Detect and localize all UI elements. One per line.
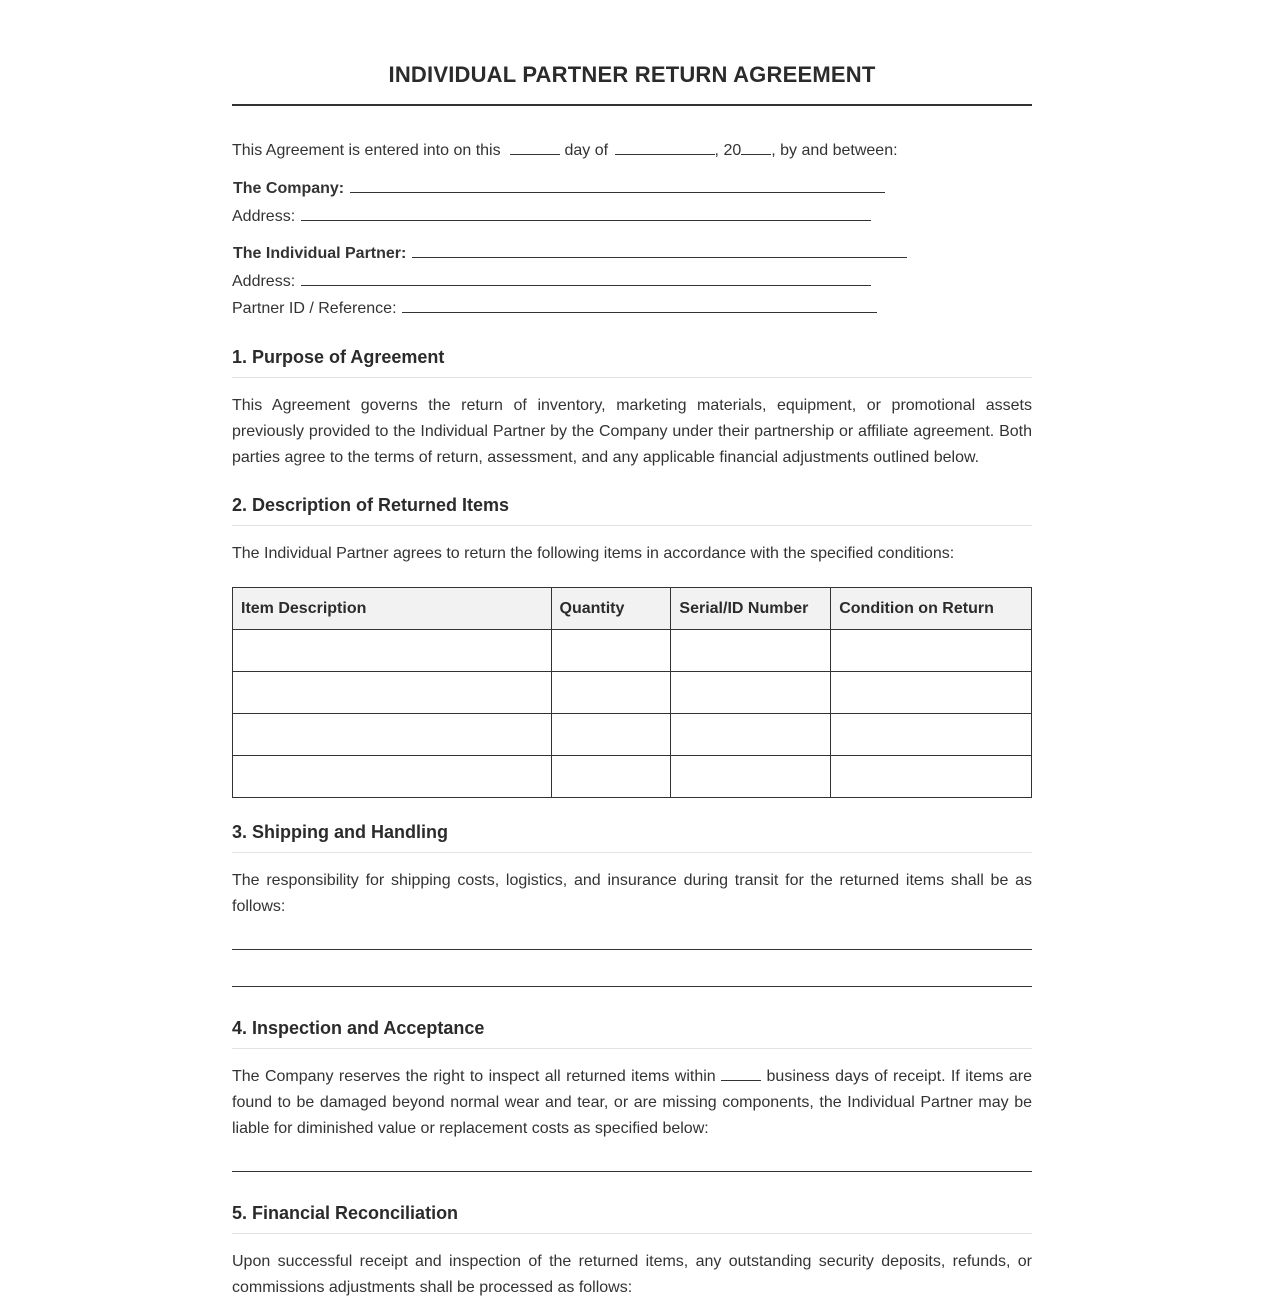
section-inspection xyxy=(232,1016,1032,1172)
table-cell[interactable] xyxy=(831,630,1032,672)
table-row xyxy=(233,714,1032,756)
table-cell[interactable] xyxy=(671,756,831,798)
company-address-row xyxy=(232,206,1032,227)
section-heading: 1. Purpose of Agreement xyxy=(232,347,445,367)
company-address-blank[interactable] xyxy=(301,206,871,221)
section-text: This Agreement governs the return of inventory, marketing materials, equipment, or promotional assets previously provided to the Individual Partner by the Company under their partnership or affiliate agreement. Both parties agree to the terms of return, assessment, and any applicable financial adjustments outlined below. xyxy=(232,397,1032,466)
header-item-description: Item Description xyxy=(233,588,552,630)
table-header-row xyxy=(233,588,1032,630)
company-label: The Company: xyxy=(233,180,345,197)
section-heading: 3. Shipping and Handling xyxy=(232,822,448,842)
section-heading: 4. Inspection and Acceptance xyxy=(232,1018,485,1038)
partner-id-row xyxy=(232,298,1032,319)
company-name-blank[interactable] xyxy=(350,178,885,193)
company-address-label: Address: xyxy=(232,208,296,225)
partner-address-blank[interactable] xyxy=(301,271,871,286)
table-row xyxy=(233,630,1032,672)
section-divider xyxy=(232,525,1032,526)
table-cell[interactable] xyxy=(551,630,671,672)
table-cell[interactable] xyxy=(551,756,671,798)
table-cell[interactable] xyxy=(671,714,831,756)
header-quantity: Quantity xyxy=(551,588,671,630)
table-cell[interactable] xyxy=(233,714,552,756)
section-heading: 5. Financial Reconciliation xyxy=(232,1203,459,1223)
section-divider xyxy=(232,852,1032,853)
month-blank[interactable] xyxy=(615,140,715,155)
header-condition: Condition on Return xyxy=(831,588,1032,630)
partner-label: The Individual Partner: xyxy=(233,245,407,262)
inspection-text-start: The Company reserves the right to inspect all returned items within xyxy=(232,1068,716,1085)
section-heading: 2. Description of Returned Items xyxy=(232,495,510,515)
table-cell[interactable] xyxy=(233,630,552,672)
section-text: Upon successful receipt and inspection of the returned items, any outstanding security deposits, refunds, or commissions adjustments shall be processed as follows: xyxy=(232,1253,1032,1296)
intro-text-start: This Agreement is entered into on this xyxy=(232,142,501,159)
section-financial xyxy=(232,1201,1032,1301)
section-text: The Individual Partner agrees to return the following items in accordance with the specified conditions: xyxy=(232,545,955,562)
shipping-terms-line-1[interactable] xyxy=(232,949,1032,950)
section-divider xyxy=(232,1233,1032,1234)
partner-name-blank[interactable] xyxy=(412,243,907,258)
partner-id-label: Partner ID / Reference: xyxy=(232,300,397,317)
partner-address-label: Address: xyxy=(232,273,296,290)
business-days-blank[interactable] xyxy=(721,1066,761,1081)
intro-text-end: , by and between: xyxy=(771,142,898,159)
day-blank[interactable] xyxy=(510,140,560,155)
returned-items-table xyxy=(232,587,1032,798)
document-title: INDIVIDUAL PARTNER RETURN AGREEMENT xyxy=(388,62,876,87)
section-returned-items xyxy=(232,493,1032,798)
section-text xyxy=(232,1064,1032,1142)
table-cell[interactable] xyxy=(233,672,552,714)
table-row xyxy=(233,756,1032,798)
damage-terms-line[interactable] xyxy=(232,1171,1032,1172)
intro-line xyxy=(232,140,1032,161)
company-row xyxy=(232,178,1032,199)
table-cell[interactable] xyxy=(551,672,671,714)
table-cell[interactable] xyxy=(831,714,1032,756)
title-divider xyxy=(232,104,1032,106)
section-purpose xyxy=(232,345,1032,471)
section-divider xyxy=(232,1048,1032,1049)
agreement-page xyxy=(232,0,1032,1301)
table-cell[interactable] xyxy=(551,714,671,756)
table-cell[interactable] xyxy=(671,630,831,672)
table-cell[interactable] xyxy=(831,756,1032,798)
section-shipping xyxy=(232,820,1032,987)
header-serial-id: Serial/ID Number xyxy=(671,588,831,630)
table-cell[interactable] xyxy=(671,672,831,714)
inspection-text-end: business days of receipt. If items are found to be damaged beyond normal wear and tear, or are missing components, the Individual Partner may be liable for diminished value or replacement costs as specified below: xyxy=(232,1068,1032,1137)
section-divider xyxy=(232,377,1032,378)
partner-row xyxy=(232,243,1032,264)
section-text: The responsibility for shipping costs, logistics, and insurance during transit for the returned items shall be as follows: xyxy=(232,872,1032,915)
intro-text-day-of: day of xyxy=(564,142,609,159)
shipping-terms-line-2[interactable] xyxy=(232,986,1032,987)
partner-address-row xyxy=(232,271,1032,292)
partner-id-blank[interactable] xyxy=(402,298,877,313)
table-row xyxy=(233,672,1032,714)
intro-text-year: , 20 xyxy=(714,142,742,159)
table-cell[interactable] xyxy=(233,756,552,798)
year-blank[interactable] xyxy=(741,140,771,155)
table-cell[interactable] xyxy=(831,672,1032,714)
